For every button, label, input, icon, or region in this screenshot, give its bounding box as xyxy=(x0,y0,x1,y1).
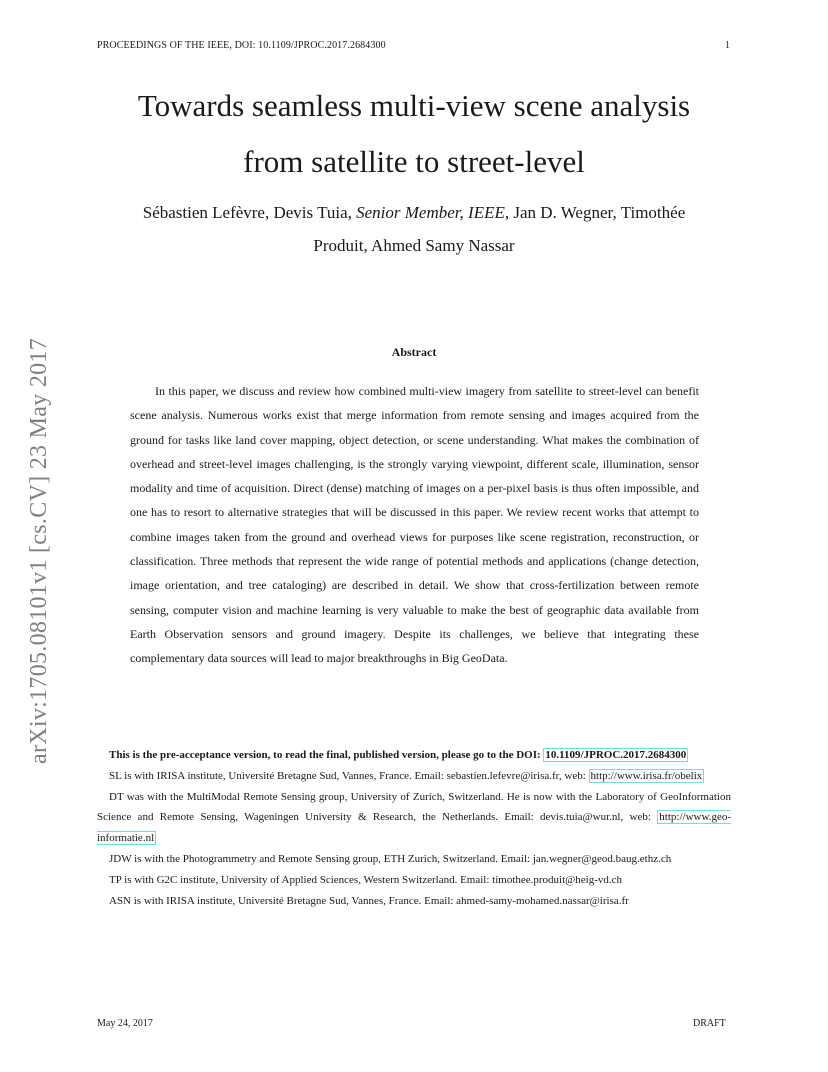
paper-title xyxy=(80,78,748,190)
sl-web-link[interactable]: http://www.irisa.fr/obelix xyxy=(590,769,703,782)
abstract-heading: Abstract xyxy=(391,345,437,359)
dt-web-link[interactable]: http://www.geo-informatie.nl xyxy=(97,811,731,845)
abstract-paragraph: In this paper, we discuss and review how combined multi-view imagery from satellite to street-level can benefit scene analysis. Numerous works exist that merge information from remote sensing and images acquired from the ground for tasks like land cover mapping, object detection, or scene understanding. What makes the combination of overhead and street-level images challenging, is the strongly varying viewpoint, different scale, illumination, sensor modality and time of acquisition. Direct (dense) matching of images on a per-pixel basis is thus often impossible, and one has to resort to alternative strategies that will be discussed in this paper. We review recent works that attempt to combine images taken from the ground and overhead views for purposes like scene registration, reconstruction, or classification. Three methods that represent the wide range of potential methods and applications (change detection, image orientation, and tree cataloging) are described in detail. We show that cross-fertilization between remote sensing, computer vision and machine learning is very valuable to make the best of geographic data available from Earth Observation sensors and ground imagery. Despite its challenges, we believe that integrating these complementary data sources will lead to major breakthroughs in Big GeoData. xyxy=(130,384,699,666)
authors-part-1: Sébastien Lefèvre, Devis Tuia, xyxy=(142,203,357,222)
jdw-affiliation-note: JDW is with the Photogrammetry and Remote Sensing group, ETH Zurich, Switzerland. Email: jan.wegner@geod.baug.ethz.ch xyxy=(109,852,672,865)
page-number: 1 xyxy=(725,40,730,51)
authors-part-2: , Jan D. Wegner, Timothée xyxy=(504,203,686,222)
author-role: Senior Member, IEEE xyxy=(356,203,505,222)
dt-affiliation-text: DT was with the MultiModal Remote Sensing group, University of Zurich, Switzerland. He is now with the Laboratory of GeoInformation Science and Remote Sensing, Wageningen University & Research, the Netherlands. Email: devis.tuia@wur.nl, web: xyxy=(97,790,731,824)
arxiv-stamp: arXiv:1705.08101v1 [cs.CV] 23 May 2017 xyxy=(26,337,52,764)
title-line-2: from satellite to street-level xyxy=(243,144,585,179)
footer-date: May 24, 2017 xyxy=(97,1018,153,1029)
author-notes xyxy=(97,745,731,911)
authors-line-1 xyxy=(80,196,748,229)
preacceptance-text: This is the pre-acceptance version, to read the final, published version, please go to the DOI: xyxy=(109,749,544,761)
dt-affiliation-note xyxy=(97,787,731,849)
tp-affiliation-note: TP is with G2C institute, University of Applied Sciences, Western Switzerland. Email: timothee.produit@heig-vd.ch xyxy=(109,873,623,886)
sl-affiliation-text: SL is with IRISA institute, Université Bretagne Sud, Vannes, France. Email: sebastien.lefevre@irisa.fr, web: xyxy=(109,769,589,782)
abstract-body xyxy=(130,379,699,671)
preacceptance-note xyxy=(97,745,731,766)
running-head: PROCEEDINGS OF THE IEEE, DOI: 10.1109/JPROC.2017.2684300 xyxy=(97,40,386,51)
doi-link[interactable]: 10.1109/JPROC.2017.2684300 xyxy=(545,749,687,761)
asn-affiliation-note: ASN is with IRISA institute, Université Bretagne Sud, Vannes, France. Email: ahmed-samy-mohamed.nassar@irisa.fr xyxy=(109,894,629,907)
title-line-1: Towards seamless multi-view scene analysis xyxy=(137,88,691,123)
footer-draft-label: DRAFT xyxy=(693,1018,726,1029)
authors-line-2: Produit, Ahmed Samy Nassar xyxy=(313,236,515,255)
sl-affiliation-note xyxy=(97,766,731,787)
author-list xyxy=(80,196,748,262)
